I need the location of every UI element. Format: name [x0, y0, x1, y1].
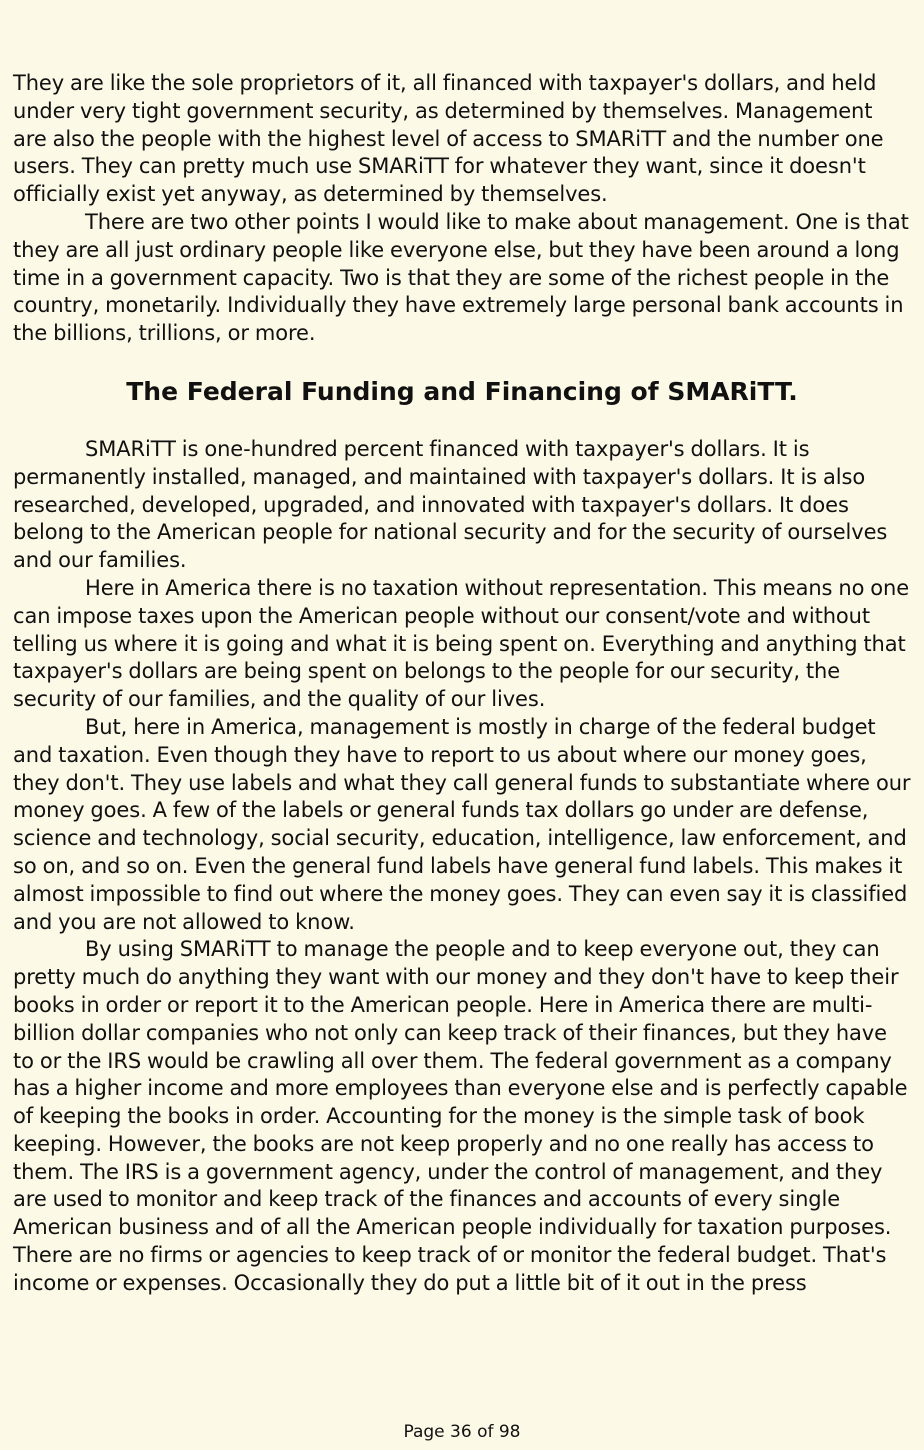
body-paragraph: Here in America there is no taxation without representation. This means no one can impose taxes upon the American people without our consent/vote and without telling us where it is going and what it is being spent on. Everything and anything that taxpayer's dollars are being spent on belongs to the people for our security, the security of our families, and the quality of our lives.	[13, 575, 910, 712]
body-paragraph: But, here in America, management is mostly in charge of the federal budget and taxation. Even though they have to report to us about where our money goes, they don't. They use labels and what they call general funds to substantiate where our money goes. A few of the labels or general funds tax dollars go under are defense, science and technology, social security, education, intelligence, law enforcement, and so on, and so on. Even the general fund labels have general fund labels. This makes it almost impossible to find out where the money goes. They can even say it is classified and you are not allowed to know.	[13, 714, 911, 934]
page-body	[13, 70, 911, 1298]
section-heading: The Federal Funding and Financing of SMARiTT.	[126, 376, 798, 406]
body-paragraph: By using SMARiTT to manage the people and to keep everyone out, they can pretty much do anything they want with our money and they don't have to keep their books in order or report it to the American people. Here in America there are multi-billion dollar companies who not only can keep track of their finances, but they have to or the IRS would be crawling all over them. The federal government as a company has a higher income and more employees than everyone else and is perfectly capable of keeping the books in order. Accounting for the money is the simple task of book keeping. However, the books are not keep properly and no one really has access to them. The IRS is a government agency, under the control of management, and they are used to monitor and keep track of the finances and accounts of every single American business and of all the American people individually for taxation purposes. There are no firms or agencies to keep track of or monitor the federal budget. That's income or expenses. Occasionally they do put a little bit of it out in the press	[13, 937, 908, 1295]
body-paragraph: SMARiTT is one-hundred percent financed with taxpayer's dollars. It is permanently installed, managed, and maintained with taxpayer's dollars. It is also researched, developed, upgraded, and innovated with taxpayer's dollars. It does belong to the American people for national security and for the security of ourselves and our families.	[13, 436, 888, 573]
body-paragraph: There are two other points I would like to make about management. One is that they are all just ordinary people like everyone else, but they have been around a long time in a government capacity. Two is that they are some of the richest people in the country, monetarily. Individually they have extremely large personal bank accounts in the billions, trillions, or more.	[13, 209, 909, 346]
page-number: Page 36 of 98	[403, 1422, 521, 1442]
body-paragraph: They are like the sole proprietors of it, all financed with taxpayer's dollars, and held under very tight government security, as determined by themselves. Management are also the people with the highest level of access to SMARiTT and the number one users. They can pretty much use SMARiTT for whatever they want, since it doesn't officially exist yet anyway, as determined by themselves.	[13, 71, 884, 207]
